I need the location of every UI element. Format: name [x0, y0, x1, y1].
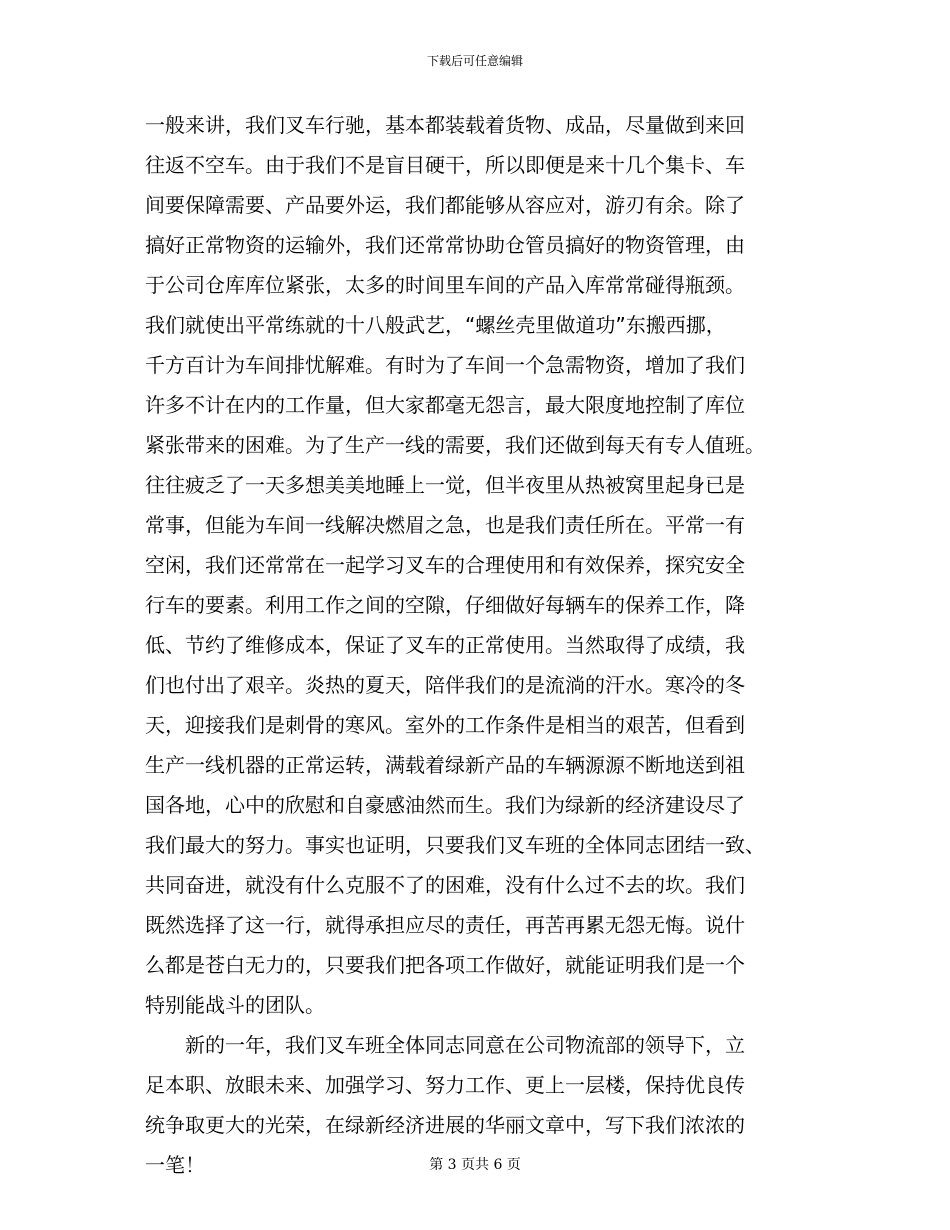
text-line: 国各地，心中的欣慰和自豪感油然而生。我们为绿新的经济建设尽了 — [145, 793, 745, 817]
page-number: 第 3 页共 6 页 — [429, 1157, 521, 1173]
text-line: 既然选择了这一行，就得承担应尽的责任，再苦再累无怨无悔。说什 — [145, 913, 745, 937]
text-line: 往返不空车。由于我们不是盲目硬干，所以即便是来十几个集卡、车 — [145, 153, 745, 177]
text-line: 么都是苍白无力的，只要我们把各项工作做好，就能证明我们是一个 — [145, 953, 745, 977]
text-line: 统争取更大的光荣，在绿新经济进展的华丽文章中，写下我们浓浓的 — [145, 1113, 745, 1137]
text-line: 紧张带来的困难。为了生产一线的需要，我们还做到每天有专人值班。 — [145, 433, 765, 457]
text-line: 往往疲乏了一天多想美美地睡上一觉，但半夜里从热被窝里起身已是 — [145, 473, 745, 497]
page-footer — [0, 1156, 950, 1174]
header-text: 下载后可任意编辑 — [426, 54, 523, 68]
text-line: 一笔！ — [145, 1153, 205, 1177]
text-line: 生产一线机器的正常运转，满载着绿新产品的车辆源源不断地送到祖 — [145, 753, 745, 777]
paragraph-1 — [145, 105, 810, 1025]
text-line: 我们最大的努力。事实也证明，只要我们叉车班的全体同志团结一致、 — [145, 833, 765, 857]
text-line: 足本职、放眼未来、加强学习、努力工作、更上一层楼，保持优良传 — [145, 1073, 745, 1097]
text-line: 间要保障需要、产品要外运，我们都能够从容应对，游刃有余。除了 — [145, 193, 745, 217]
text-line: 共同奋进，就没有什么克服不了的困难，没有什么过不去的坎。我们 — [145, 873, 745, 897]
text-line: 许多不计在内的工作量，但大家都毫无怨言，最大限度地控制了库位 — [145, 393, 745, 417]
text-line: 常事，但能为车间一线解决燃眉之急，也是我们责任所在。平常一有 — [145, 513, 745, 537]
text-line: 特别能战斗的团队。 — [145, 993, 325, 1017]
text-line: 行车的要素。利用工作之间的空隙，仔细做好每辆车的保养工作，降 — [145, 593, 745, 617]
text-line: 一般来讲，我们叉车行驰，基本都装载着货物、成品，尽量做到来回 — [145, 113, 745, 137]
text-line: 空闲，我们还常常在一起学习叉车的合理使用和有效保养，探究安全 — [145, 553, 745, 577]
document-body — [145, 105, 810, 1185]
text-line: 于公司仓库库位紧张，太多的时间里车间的产品入库常常碰得瓶颈。 — [145, 273, 745, 297]
text-line: 低、节约了维修成本，保证了叉车的正常使用。当然取得了成绩，我 — [145, 633, 745, 657]
text-line: 们也付出了艰辛。炎热的夏天，陪伴我们的是流淌的汗水。寒冷的冬 — [145, 673, 745, 697]
text-line: 搞好正常物资的运输外，我们还常常协助仓管员搞好的物资管理，由 — [145, 233, 745, 257]
page-header — [0, 53, 950, 69]
text-line: 天，迎接我们是刺骨的寒风。室外的工作条件是相当的艰苦，但看到 — [145, 713, 745, 737]
text-line: 新的一年，我们叉车班全体同志同意在公司物流部的领导下，立 — [185, 1033, 745, 1057]
text-line: 千方百计为车间排忧解难。有时为了车间一个急需物资，增加了我们 — [145, 353, 745, 377]
text-line: 我们就使出平常练就的十八般武艺，“螺丝壳里做道功”东搬西挪， — [145, 313, 726, 337]
